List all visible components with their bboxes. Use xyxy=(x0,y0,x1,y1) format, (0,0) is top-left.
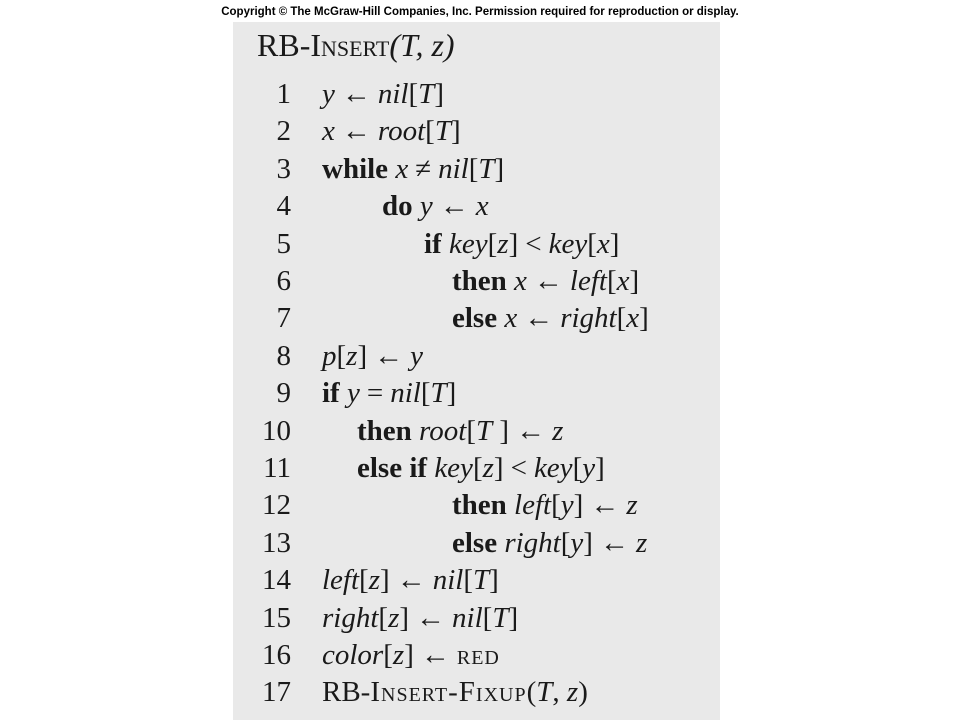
code-token: ) xyxy=(578,676,588,709)
code-token: nil xyxy=(377,78,409,110)
algorithm-title-prefix: RB- xyxy=(257,27,311,63)
code-token: z xyxy=(626,489,638,522)
code-token: T xyxy=(492,601,509,634)
code-token: RB- xyxy=(322,676,371,709)
line-number: 14 xyxy=(262,564,291,597)
code-token: ] xyxy=(450,115,461,148)
code-token: z xyxy=(635,526,648,559)
code-token: x xyxy=(626,302,640,335)
code-token: left xyxy=(514,489,552,522)
line-code xyxy=(452,265,639,298)
code-token: [ xyxy=(560,526,571,559)
code-token: ← xyxy=(524,302,554,335)
code-token: x xyxy=(596,227,610,260)
code-token: [ xyxy=(466,414,476,447)
code-token: ← xyxy=(416,601,446,634)
line-code xyxy=(322,153,504,186)
code-token: ] xyxy=(492,414,510,447)
line-number: 1 xyxy=(276,78,291,110)
line-code xyxy=(322,564,499,597)
code-token: y xyxy=(582,452,596,484)
code-token: root xyxy=(419,414,467,447)
copyright-notice: Copyright © The McGraw-Hill Companies, Inc. Permission required for reproduction or display. xyxy=(221,6,739,18)
code-token: T xyxy=(536,676,553,709)
code-token: [ xyxy=(587,227,597,260)
code-token: then xyxy=(452,265,515,297)
code-token: [ xyxy=(378,601,389,634)
code-token: ] xyxy=(639,302,649,335)
code-token: z xyxy=(552,414,564,447)
code-token: T xyxy=(418,78,435,110)
code-token: [ xyxy=(468,152,479,185)
code-token: ] xyxy=(399,601,410,634)
code-token: ] xyxy=(493,452,504,484)
code-token: if xyxy=(424,227,449,260)
code-token: else xyxy=(452,526,505,559)
code-token: color xyxy=(322,639,384,671)
code-token: ] xyxy=(629,265,640,297)
line-code xyxy=(322,340,423,373)
line-number: 8 xyxy=(276,339,291,372)
code-token: while xyxy=(322,152,396,185)
code-token: ← xyxy=(341,115,371,148)
line-number: 7 xyxy=(276,302,291,335)
code-token: if xyxy=(322,377,347,410)
line-number: 11 xyxy=(263,452,291,484)
code-token: nil xyxy=(432,564,464,597)
code-token: z xyxy=(346,339,358,372)
line-code xyxy=(424,228,619,261)
code-token: ( xyxy=(526,676,537,709)
algorithm-title-name: Insert xyxy=(310,27,390,63)
code-token: ] xyxy=(489,564,499,597)
code-token: < xyxy=(525,227,542,260)
line-number: 5 xyxy=(276,227,291,260)
line-number: 6 xyxy=(276,265,291,297)
algorithm-title xyxy=(257,27,455,64)
line-number: 2 xyxy=(276,115,291,148)
code-token: < xyxy=(510,452,527,484)
line-number: 12 xyxy=(262,489,291,522)
line-number: 4 xyxy=(276,190,291,223)
code-token: z xyxy=(497,227,509,260)
line-number: 13 xyxy=(262,526,291,559)
code-token: [ xyxy=(463,564,473,597)
code-token: key xyxy=(448,227,488,260)
code-token: Insert-Fixup xyxy=(370,676,527,709)
code-token: right xyxy=(322,601,379,634)
code-token: ← xyxy=(533,265,563,297)
code-token: x xyxy=(616,265,630,297)
line-code xyxy=(452,302,649,335)
code-token: [ xyxy=(551,489,561,522)
code-token: ] xyxy=(380,564,390,597)
code-token: p xyxy=(322,339,337,372)
code-token: nil xyxy=(390,377,421,410)
code-token: ← xyxy=(396,564,426,597)
code-token: = xyxy=(366,377,384,410)
code-token: right xyxy=(504,526,561,559)
code-token: y xyxy=(570,526,584,559)
line-code xyxy=(357,452,605,485)
line-number: 3 xyxy=(276,152,291,185)
code-token: ] xyxy=(357,339,368,372)
code-token: , xyxy=(552,676,567,709)
code-token: ← xyxy=(516,414,546,447)
code-token: [ xyxy=(336,339,347,372)
code-token: left xyxy=(569,265,607,297)
line-number: 17 xyxy=(262,676,291,709)
code-token: z xyxy=(392,639,405,671)
line-number: 16 xyxy=(262,639,291,671)
code-token: do xyxy=(382,190,420,223)
code-token: [ xyxy=(482,601,493,634)
code-token: else xyxy=(452,302,505,335)
code-token: [ xyxy=(359,564,369,597)
code-token: T xyxy=(476,414,493,447)
line-code xyxy=(452,489,638,522)
code-token: T xyxy=(472,564,490,597)
code-token: x xyxy=(504,302,518,335)
code-token: ] xyxy=(508,601,519,634)
code-token: [ xyxy=(616,302,627,335)
code-token: ← xyxy=(439,190,469,223)
line-number: 10 xyxy=(262,414,291,447)
line-number: 9 xyxy=(276,377,291,410)
code-token: [ xyxy=(572,452,583,484)
code-token: root xyxy=(377,115,426,148)
code-token: y xyxy=(410,339,424,372)
code-token: y xyxy=(419,190,433,223)
code-token: ← xyxy=(590,489,620,522)
line-code xyxy=(452,527,647,560)
code-token: [ xyxy=(383,639,393,671)
code-token: [ xyxy=(408,78,419,110)
code-token: ← xyxy=(599,526,629,559)
code-token: ] xyxy=(434,78,444,110)
code-token: T xyxy=(478,152,495,185)
code-token: ≠ xyxy=(415,152,432,185)
code-token: ] xyxy=(573,489,584,522)
code-token: T xyxy=(434,115,451,148)
code-token: [ xyxy=(425,115,435,148)
line-code xyxy=(322,639,500,672)
code-token: red xyxy=(456,639,500,671)
code-token: then xyxy=(452,489,515,522)
code-token: ← xyxy=(374,339,404,372)
line-number: 15 xyxy=(262,601,291,634)
code-token: ] xyxy=(583,526,593,559)
code-token: z xyxy=(368,564,381,597)
line-code xyxy=(322,377,456,410)
code-token: y xyxy=(322,78,335,110)
algorithm-title-args: (T, z) xyxy=(389,27,455,63)
line-code xyxy=(382,190,489,223)
code-token: T xyxy=(430,377,447,410)
line-code xyxy=(322,602,518,635)
code-token: left xyxy=(322,564,360,597)
code-token: y xyxy=(346,377,360,410)
code-token: y xyxy=(560,489,574,522)
code-token: ← xyxy=(341,78,371,110)
code-token: key xyxy=(434,452,473,484)
code-token: [ xyxy=(487,227,498,260)
line-code xyxy=(322,676,588,709)
code-token: z xyxy=(566,676,579,709)
code-token: ] xyxy=(595,452,605,484)
line-code xyxy=(322,115,461,148)
code-token: [ xyxy=(472,452,483,484)
code-token: nil xyxy=(438,152,469,185)
code-token: ] xyxy=(404,639,414,671)
code-token: ] xyxy=(494,152,505,185)
code-token: [ xyxy=(420,377,431,410)
code-token: ] xyxy=(446,377,457,410)
code-token: ] xyxy=(609,227,620,260)
code-token: right xyxy=(560,302,617,335)
line-code xyxy=(322,78,444,111)
code-token: nil xyxy=(452,601,483,634)
code-token: x xyxy=(475,190,489,223)
code-token: x xyxy=(322,115,335,148)
code-token: ← xyxy=(420,639,450,671)
code-token: x xyxy=(395,152,409,185)
code-token: [ xyxy=(606,265,617,297)
code-token: z xyxy=(388,601,400,634)
code-token: key xyxy=(548,227,588,260)
code-token: x xyxy=(514,265,527,297)
code-token: z xyxy=(482,452,494,484)
code-token: key xyxy=(533,452,573,484)
line-code xyxy=(357,415,563,448)
code-token: ] xyxy=(508,227,519,260)
code-token: else if xyxy=(357,452,435,484)
code-token: then xyxy=(357,414,420,447)
